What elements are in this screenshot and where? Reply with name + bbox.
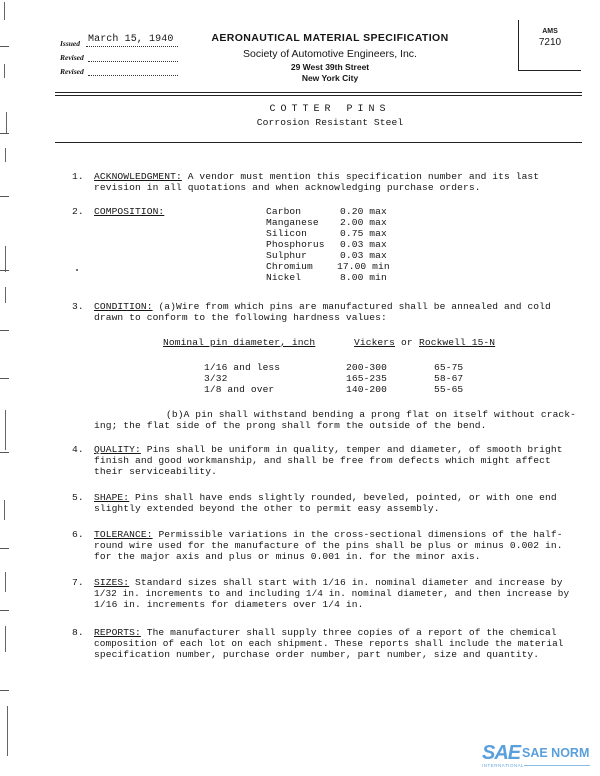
spec-title: AERONAUTICAL MATERIAL SPECIFICATION xyxy=(211,32,449,44)
composition-element: Nickel xyxy=(266,272,302,283)
section-text: revision in all quotations and when acknowledging purchase orders. xyxy=(94,182,481,193)
hardness-rockwell: 65-75 xyxy=(434,362,464,373)
composition-value: 0.20 max xyxy=(340,206,387,217)
scan-margin-mark xyxy=(4,64,5,78)
section-heading: TOLERANCE: xyxy=(94,529,153,540)
section-text: slightly extended beyond the other to permit easy assembly. xyxy=(94,503,440,514)
section-text: (a)Wire from which pins are manufactured shall be annealed and cold xyxy=(158,301,551,312)
scan-margin-mark xyxy=(0,330,9,331)
hardness-rockwell: 58-67 xyxy=(434,373,464,384)
hardness-col-vickers: Vickers xyxy=(354,337,396,348)
composition-element: Sulphur xyxy=(266,250,308,261)
composition-value: 0.75 max xyxy=(340,228,387,239)
composition-element: Chromium xyxy=(266,261,313,272)
section-text: ing; the flat side of the prong shall form the outside of the bend. xyxy=(94,420,487,431)
address-line-1: 29 West 39th Street xyxy=(290,62,370,72)
section-text: Pins shall have ends slightly rounded, beveled, pointed, or with one end xyxy=(135,492,557,503)
scan-margin-mark xyxy=(6,112,7,134)
issued-label: Issued xyxy=(60,39,81,48)
section-text: (b)A pin shall withstand bending a prong flat on itself without crack- xyxy=(166,409,577,420)
society-name: Society of Automotive Engineers, Inc. xyxy=(243,48,417,60)
scan-margin-mark xyxy=(0,133,9,134)
hardness-rockwell: 55-65 xyxy=(434,384,464,395)
scan-margin-mark xyxy=(0,378,9,379)
scan-margin-mark xyxy=(5,410,6,450)
scan-margin-mark xyxy=(5,572,6,592)
section-number: 6. xyxy=(72,529,84,540)
composition-element: Manganese xyxy=(266,217,319,228)
scan-margin-mark xyxy=(5,148,6,162)
sae-norm-text: SAE NORM xyxy=(522,746,590,760)
section-heading: SHAPE: xyxy=(94,492,130,503)
scan-margin-mark xyxy=(0,452,9,453)
title-rule xyxy=(55,142,582,143)
header-rule xyxy=(55,92,582,93)
section-text: finish and good workmanship, and shall be free from defects which might affect xyxy=(94,455,551,466)
section-heading: CONDITION: xyxy=(94,301,153,312)
section-number: 5. xyxy=(72,492,84,503)
scan-margin-mark xyxy=(0,548,9,549)
sae-logo: SAE xyxy=(482,742,521,764)
hardness-col-diameter: Nominal pin diameter, inch xyxy=(163,337,316,348)
scan-margin-mark xyxy=(0,196,9,197)
scan-margin-mark xyxy=(5,287,6,303)
composition-value: 17.00 min xyxy=(337,261,390,272)
composition-element: Phosphorus xyxy=(266,239,325,250)
hardness-diameter: 1/16 and less xyxy=(204,362,281,373)
hardness-or: or xyxy=(401,337,413,348)
hardness-diameter: 1/8 and over xyxy=(204,384,275,395)
section-heading: REPORTS: xyxy=(94,627,141,638)
ams-box xyxy=(518,20,581,71)
section-number: 3. xyxy=(72,301,84,312)
section-text: their serviceability. xyxy=(94,466,218,477)
hardness-vickers: 140-200 xyxy=(346,384,388,395)
scan-margin-mark xyxy=(5,246,6,272)
hardness-diameter: 3/32 xyxy=(204,373,228,384)
section-text: for the major axis and plus or minus 0.001 in. for the minor axis. xyxy=(94,551,481,562)
section-heading: QUALITY: xyxy=(94,444,141,455)
section-text: Permissible variations in the cross-sectional dimensions of the half- xyxy=(158,529,563,540)
section-number: 4. xyxy=(72,444,84,455)
hardness-vickers: 200-300 xyxy=(346,362,388,373)
composition-value: 8.00 min xyxy=(340,272,387,283)
scan-margin-mark xyxy=(0,270,9,271)
composition-element: Carbon xyxy=(266,206,302,217)
section-number: 8. xyxy=(72,627,84,638)
hardness-col-rockwell: Rockwell 15-N xyxy=(419,337,496,348)
address-line-2: New York City xyxy=(301,73,359,83)
composition-value: 0.03 max xyxy=(340,250,387,261)
section-text: specification number, purchase order number, part number, size and quantity. xyxy=(94,649,540,660)
section-number: 2. xyxy=(72,206,84,217)
ams-label: AMS xyxy=(542,28,558,35)
composition-element: Silicon xyxy=(266,228,308,239)
section-heading: ACKNOWLEDGMENT: xyxy=(94,171,182,182)
scan-margin-mark xyxy=(4,500,5,520)
scan-margin-mark xyxy=(0,610,9,611)
hardness-vickers: 165-235 xyxy=(346,373,388,384)
section-text: composition of each lot on each shipment. These reports shall include the material xyxy=(94,638,564,649)
section-text: 1/32 in. increments to and including 1/4 in. nominal diameter, and then increase by xyxy=(94,588,570,599)
scan-margin-mark xyxy=(7,706,8,756)
issued-date: March 15, 1940 xyxy=(88,34,174,45)
section-heading: SIZES: xyxy=(94,577,130,588)
watermark-rule xyxy=(524,765,590,766)
scan-margin-mark xyxy=(4,2,5,20)
section-text: Standard sizes shall start with 1/16 in. nominal diameter and increase by xyxy=(135,577,563,588)
scan-margin-mark xyxy=(0,690,9,691)
section-text: drawn to conform to the following hardness values: xyxy=(94,312,387,323)
section-text: 1/16 in. increments for diameters over 1/4 in. xyxy=(94,599,364,610)
section-number: 7. xyxy=(72,577,84,588)
revised-label: Revised xyxy=(60,67,84,76)
scan-margin-mark xyxy=(5,626,6,652)
section-text: Pins shall be uniform in quality, temper and diameter, of smooth bright xyxy=(146,444,563,455)
scan-speck xyxy=(76,269,78,271)
section-text: The manufacturer shall supply three copies of a report of the chemical xyxy=(146,627,557,638)
composition-value: 0.03 max xyxy=(340,239,387,250)
header-rule xyxy=(55,95,582,96)
section-text: A vendor must mention this specification number and its last xyxy=(187,171,540,182)
sae-norm-watermark xyxy=(482,742,594,770)
sae-international-text: INTERNATIONAL xyxy=(482,763,525,768)
doc-subtitle: Corrosion Resistant Steel xyxy=(256,117,404,128)
section-number: 1. xyxy=(72,171,84,182)
revised-label: Revised xyxy=(60,53,84,62)
section-heading: COMPOSITION: xyxy=(94,206,165,217)
ams-number: 7210 xyxy=(538,37,562,48)
composition-value: 2.00 max xyxy=(340,217,387,228)
scan-margin-mark xyxy=(0,46,9,47)
section-text: round wire used for the manufacture of the pins shall be plus or minus 0.002 in. xyxy=(94,540,563,551)
doc-title: COTTER PINS xyxy=(269,104,391,115)
